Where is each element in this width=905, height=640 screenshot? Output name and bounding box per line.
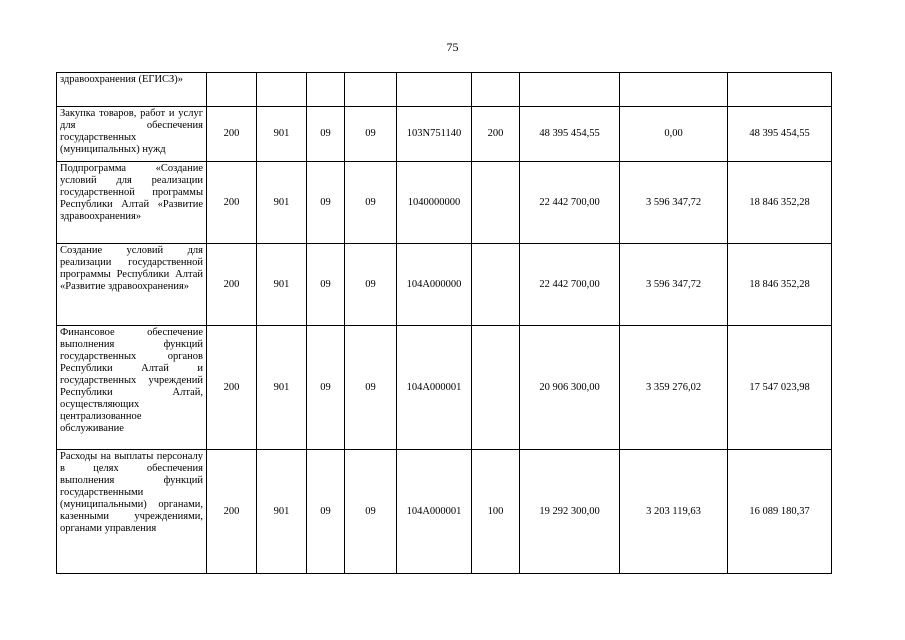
expense-type-cell: 200 bbox=[472, 107, 520, 162]
row-description: здравоохранения (ЕГИСЗ)» bbox=[57, 73, 207, 107]
budget-table-body bbox=[57, 73, 832, 574]
expense-type-cell bbox=[472, 162, 520, 244]
section-cell bbox=[307, 73, 345, 107]
section-cell: 09 bbox=[307, 244, 345, 326]
planned-amount-cell bbox=[520, 73, 620, 107]
ministry-cell: 901 bbox=[257, 162, 307, 244]
target-article-cell: 103N751140 bbox=[397, 107, 472, 162]
ministry-cell: 901 bbox=[257, 326, 307, 450]
ministry-cell bbox=[257, 73, 307, 107]
target-article-cell: 104А000001 bbox=[397, 450, 472, 574]
remaining-amount-cell: 18 846 352,28 bbox=[728, 244, 832, 326]
budget-table bbox=[56, 72, 832, 574]
code-cell: 200 bbox=[207, 450, 257, 574]
subsection-cell: 09 bbox=[345, 244, 397, 326]
subsection-cell: 09 bbox=[345, 450, 397, 574]
table-row bbox=[57, 450, 832, 574]
expense-type-cell: 100 bbox=[472, 450, 520, 574]
row-description: Подпрограмма «Создание условий для реализации государственной программы Республики Алтай «Развитие здравоохранения» bbox=[57, 162, 207, 244]
remaining-amount-cell: 48 395 454,55 bbox=[728, 107, 832, 162]
subsection-cell: 09 bbox=[345, 326, 397, 450]
section-cell: 09 bbox=[307, 162, 345, 244]
ministry-cell: 901 bbox=[257, 450, 307, 574]
table-row bbox=[57, 73, 832, 107]
planned-amount-cell: 22 442 700,00 bbox=[520, 162, 620, 244]
table-row bbox=[57, 244, 832, 326]
remaining-amount-cell: 18 846 352,28 bbox=[728, 162, 832, 244]
code-cell: 200 bbox=[207, 162, 257, 244]
expense-type-cell bbox=[472, 326, 520, 450]
subsection-cell: 09 bbox=[345, 107, 397, 162]
table-row bbox=[57, 326, 832, 450]
planned-amount-cell: 22 442 700,00 bbox=[520, 244, 620, 326]
target-article-cell: 1040000000 bbox=[397, 162, 472, 244]
code-cell: 200 bbox=[207, 244, 257, 326]
executed-amount-cell: 3 203 119,63 bbox=[620, 450, 728, 574]
executed-amount-cell: 3 596 347,72 bbox=[620, 244, 728, 326]
target-article-cell: 104А000000 bbox=[397, 244, 472, 326]
section-cell: 09 bbox=[307, 450, 345, 574]
row-description: Создание условий для реализации государственной программы Республики Алтай «Развитие здравоохранения» bbox=[57, 244, 207, 326]
subsection-cell: 09 bbox=[345, 162, 397, 244]
code-cell: 200 bbox=[207, 326, 257, 450]
remaining-amount-cell bbox=[728, 73, 832, 107]
ministry-cell: 901 bbox=[257, 244, 307, 326]
executed-amount-cell: 3 596 347,72 bbox=[620, 162, 728, 244]
remaining-amount-cell: 17 547 023,98 bbox=[728, 326, 832, 450]
section-cell: 09 bbox=[307, 326, 345, 450]
expense-type-cell bbox=[472, 73, 520, 107]
table-row bbox=[57, 162, 832, 244]
ministry-cell: 901 bbox=[257, 107, 307, 162]
section-cell: 09 bbox=[307, 107, 345, 162]
row-description: Финансовое обеспечение выполнения функций государственных органов Республики Алтай и государственных учреждений Республики Алтай, осуществляющих централизованное обслуживание bbox=[57, 326, 207, 450]
planned-amount-cell: 48 395 454,55 bbox=[520, 107, 620, 162]
subsection-cell bbox=[345, 73, 397, 107]
executed-amount-cell: 0,00 bbox=[620, 107, 728, 162]
planned-amount-cell: 19 292 300,00 bbox=[520, 450, 620, 574]
expense-type-cell bbox=[472, 244, 520, 326]
table-row bbox=[57, 107, 832, 162]
row-description: Расходы на выплаты персоналу в целях обеспечения выполнения функций государственными (муниципальными) органами, казенными учреждениями, органами управления bbox=[57, 450, 207, 574]
executed-amount-cell bbox=[620, 73, 728, 107]
code-cell bbox=[207, 73, 257, 107]
planned-amount-cell: 20 906 300,00 bbox=[520, 326, 620, 450]
code-cell: 200 bbox=[207, 107, 257, 162]
target-article-cell: 104А000001 bbox=[397, 326, 472, 450]
row-description: Закупка товаров, работ и услуг для обеспечения государственных (муниципальных) нужд bbox=[57, 107, 207, 162]
remaining-amount-cell: 16 089 180,37 bbox=[728, 450, 832, 574]
target-article-cell bbox=[397, 73, 472, 107]
page-number: 75 bbox=[446, 40, 459, 54]
executed-amount-cell: 3 359 276,02 bbox=[620, 326, 728, 450]
